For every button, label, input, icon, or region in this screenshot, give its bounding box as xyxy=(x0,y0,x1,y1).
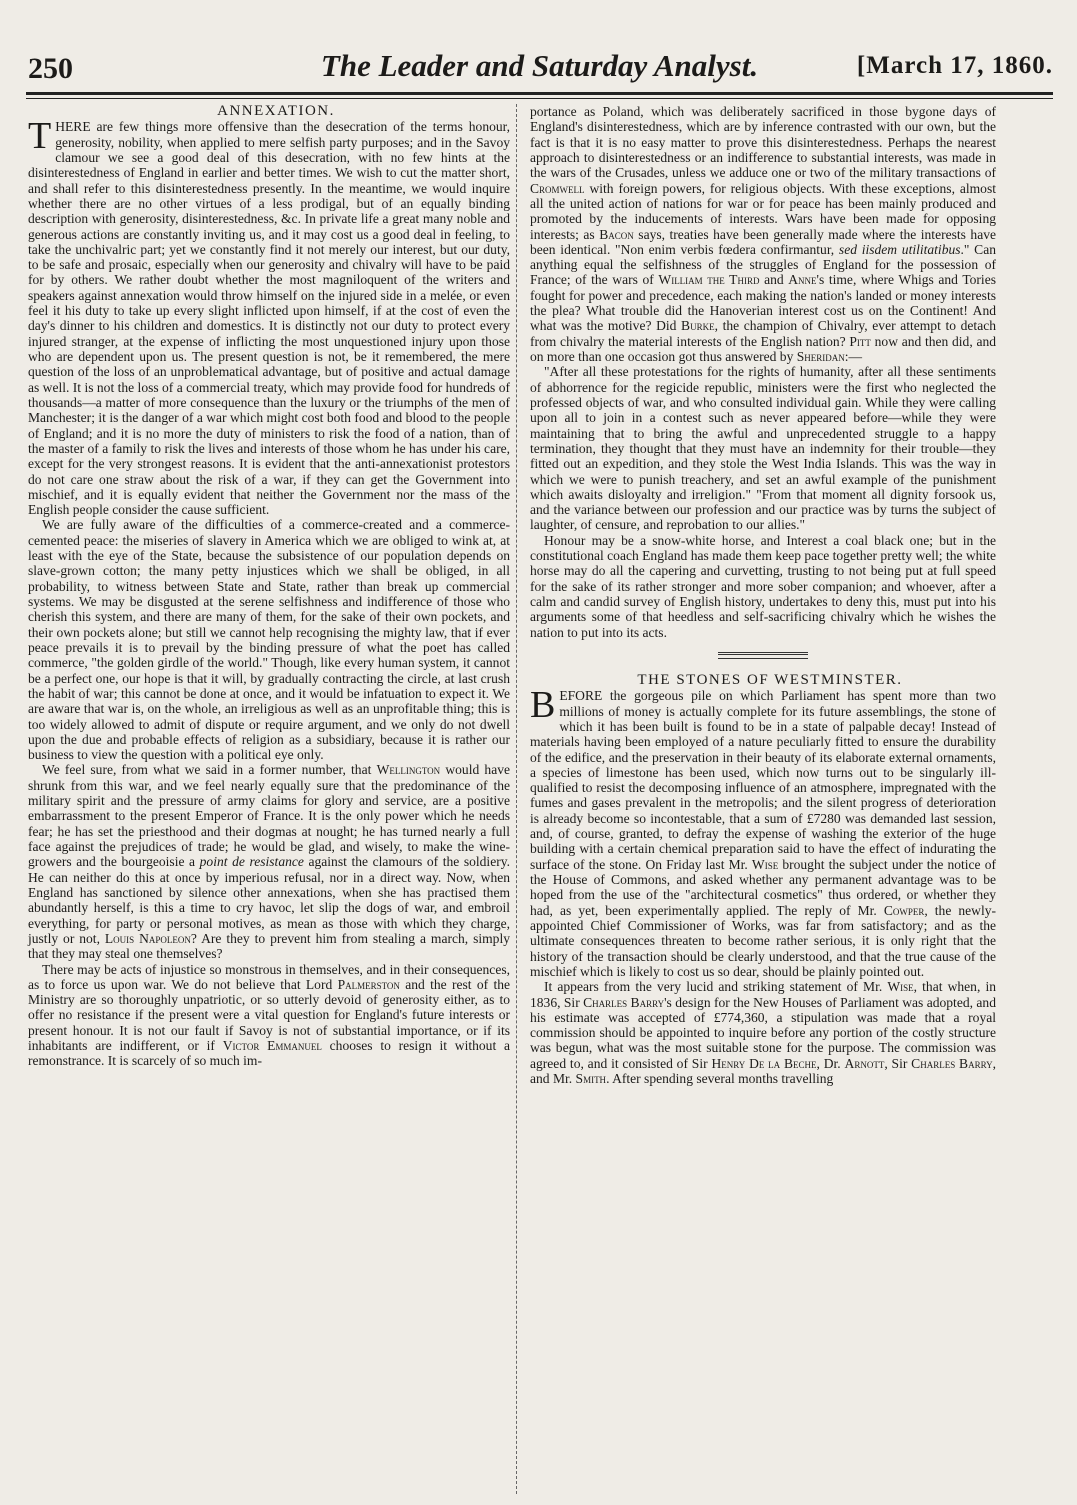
drop-cap: T xyxy=(28,115,52,158)
article-heading-annexation: ANNEXATION. xyxy=(217,103,335,119)
annexation-continuation: portance as Poland, which was deliberately sacrificed in those bygone days of England's disinterestedness, which are by inference contrasted with our own, but the fact is that it is no easy matter to prove this disinterestedness. Perhaps the nearest approach to disinterestedness or an indifference to substantial interests, was made in the wars of the Crusades, unless we adduce one or two of the military transactions of Cromwell with foreign powers, for religious objects. With these exceptions, almost all the united action of nations for war or for peace has been mainly produced and promoted by the inducements of interests. Wars have been made for opposing interests; as Bacon says, treaties have been generally made where the interests have been identical. "Non enim verbis fœdera confirmantur, sed iisdem utilitatibus." Can anything equal the selfishness of the struggles of England for the possession of France; of the wars of William the Third and Anne's time, where Whigs and Tories fought for power and precedence, each making the nation's landed or money interests the plea? What trouble did the Hanoverian interest cost us on the Continent! And what was the motive? Did Burke, the champion of Chivalry, ever attempt to detach from chivalry the material interests of the English nation? Pitt now and then did, and on more than one occasion got thus answered by Sheridan:— xyxy=(530,104,997,364)
page-header xyxy=(26,48,1053,92)
header-rule-thick xyxy=(26,92,1053,95)
sheridan-quote: "After all these protestations for the rights of humanity, after all these sentiments of abhorrence for the regicide republic, ministers were the first who neglected the professed objects of war, and who consulted individual gain. While they were calling upon all to join in a contest such as never appeared before—while they were maintaining that to bring the awful and unprecedented struggle to a happy termination, they thought that they must have an indemnity for their trouble—they fitted out an expedition, and they stole the West India Islands. This was the way in which we were to punish treachery, and set an awful example of the punishment which awaits disloyalty and irreligion." "From that moment all dignity forsook us, and the variance between our profession and our practice was by turns the subject of laughter, of censure, and reprobation to our allies." xyxy=(530,364,996,533)
header-rule-thin xyxy=(26,98,1053,99)
article-separator xyxy=(718,652,808,659)
drop-cap: B xyxy=(530,684,556,727)
issue-date: [March 17, 1860. xyxy=(856,52,1053,79)
page-number: 250 xyxy=(28,52,73,85)
annexation-closing-paragraph: Honour may be a snow-white horse, and Interest a coal black one; but in the constitutional coach England has made them keep pace together pretty well; the white horse may do all the capering and curvetting, trusting to not being put at full speed for the sake of its rather stronger and more sober companion; and whoever, after a calm and candid survey of English history, undertakes to deny this, must put into his arguments some of that heedless and self-sacrificing chivalry which he wishes the nation to put into its acts. xyxy=(530,532,996,640)
publication-title: The Leader and Saturday Analyst. xyxy=(320,48,759,83)
annexation-paragraph-2: We are fully aware of the difficulties of a commerce-created and a commerce-cemented peace: the miseries of slavery in America which we are obliged to wink at, at least with the eye of the State, because the subsistence of our population depends on slave-grown cotton; the many petty injustices which we shall be obliged, in all probability, to witness between State and State, rather than break up commercial systems. We may be disgusted at the serene selfishness and indifference of those who cherish this system, and there are many of them, for the sake of their own pockets, and their own pockets alone; but still we cannot help recognising the mighty law, that if ever peace prevails it is to prevail by the binding pressure of what the poet has called commerce, "the golden girdle of the world." Though, like every human system, it cannot be a perfect one, our hope is that it will, by gradually contracting the circle, at last crush the habit of war; this cannot be done at once, and it would be infatuation to expect it. We are aware that war is, on the whole, an irreligious as well as an unprofitable thing; this is too widely allowed to admit of dispute or require argument, and we only do not dwell upon the due and probable effects of religion as a subsidiary, because it is rather our business to view the question with a political eye only. xyxy=(28,517,510,763)
westminster-paragraph-1: BEFORE the gorgeous pile on which Parliament has spent more than two millions of money is actually complete for its future assemblings, the stone of which it has been built is found to be in a state of palpable decay! Instead of materials having been employed of a nature peculiarly fitted to ensure the durability of the edifice, and the preservation in their beauty of its elaborate external ornaments, a species of limestone has been used, which now turns out to be singularly ill-qualified to resist the decomposing influence of an atmosphere, impregnated with the fumes and gases prevalent in the metropolis; and the silent progress of deterioration is already become so incontestable, that a sum of £7280 was demanded last session, and, of course, granted, to defray the expense of washing the exterior of the huge building with a certain chemical preparation said to have the effect of indurating the surface of the stone. On Friday last Mr. Wise brought the subject under the notice of the House of Commons, and asked whether any permanent advantage was to be hoped from the use of the "architectural cosmetics" thus ordered, or whether they had, as yet, been experimentally applied. The reply of Mr. Cowper, the newly-appointed Chief Commissioner of Works, was far from satisfactory; and as the ultimate consequences threaten to become rather serious, it is only right that the history of the transaction should be clearly understood, and that the true cause of the mischief which is likely to cost us so dear, should be plainly pointed out. xyxy=(530,684,996,979)
column-divider xyxy=(516,104,517,1494)
right-column xyxy=(530,104,996,1086)
westminster-paragraph-2: It appears from the very lucid and striking statement of Mr. Wise, that when, in 1836, Sir Charles Barry's design for the New Houses of Parliament was adopted, and his estimate was accepted of £774,360, a stipulation was made that a royal commission should be appointed to inquire before any portion of the costly structure was begun, what was the most suitable stone for the purpose. The commission was agreed to, and it consisted of Sir Henry De la Beche, Dr. Arnott, Sir Charles Barry, and Mr. Smith. After spending several months travelling xyxy=(530,979,996,1087)
article-heading-westminster: THE STONES OF WESTMINSTER. xyxy=(637,671,903,688)
annexation-paragraph-1: THERE are few things more offensive than the desecration of the terms honour, generosity, nobility, when applied to mere selfish party purposes; and in the Savoy clamour we see a good deal of this desecration, with no few hints at the disinterestedness of England in earlier and better times. We wish to cut the matter short, and shall refer to this disinterestedness presently. In the meantime, we would inquire whether there are no other virtues of a less prodigal, but of an equally binding description with generosity, disinterestedness, &c. In private life a great many noble and generous actions are constantly inviting us, and it may cost us a good deal in feeling, to take the unchivalric part; yet we constantly find it not merely our interest, but our duty, to be safe and prosaic, especially when our generosity and chivalry will have to be paid for by others. We rather doubt whether the most magniloquent of the writers and speakers against annexation would throw himself on the injured side in a melée, or even feel it his duty to take up every slight inflicted upon himself, if at the cost of even the day's dinner to his children and domestics. It is distinctly not our duty to protect every injured stranger, at the expense of inflicting the most unquestioned injury upon those who are dependent upon us. The present question is not, be it remembered, the mere question of the loss of an unproblematical advantage, but of positive and actual damage as well. It is not the loss of a commercial treaty, which may provide food for hundreds of thousands—a matter of more consequence than the luxury or the triumphs of the men of Manchester; it is the danger of a war which might cost both food and blood to the people of England; and it is no more the duty of ministers to risk the food of a nation, than of the master of a family to risk the lives and interests of those whom he has under his care, except for the very strongest reasons. It is evident that the anti-annexationist protestors do not care one straw about the risk of a war, if they can get the Government into mischief, and it is equally evident that neither the Government nor the mass of the English people consider the cause sufficient. xyxy=(28,115,510,518)
left-column xyxy=(28,104,510,1069)
annexation-paragraph-3: We feel sure, from what we said in a former number, that Wellington would have shrunk from this war, and we feel nearly equally sure that the predominance of the military spirit and the pressure of army claims for glory and service, are a positive embarrassment to the present Emperor of France. It is the only power which he needs fear; he has set the priesthood and their dogmas at nought; he has turned nearly a full face against the prejudices of trade; he would be glad, and wisely, to make the wine-growers and the bourgeoisie a point de resistance against the clamours of the soldiery. He can neither do this at once by imperious refusal, nor in a direct way. Now, when England has sanctioned by silence other annexations, when she has practised them abundantly herself, is this a time to cry havoc, let slip the dogs of war, and embroil everything, for party or personal motives, as mean as those with which they charge, justly or not, Louis Napoleon? Are they to prevent him from stealing a march, simply that they may steal one themselves? xyxy=(28,762,511,962)
annexation-paragraph-4: There may be acts of injustice so monstrous in themselves, and in their consequences, as to force us upon war. We do not believe that Lord Palmerston and the rest of the Ministry are so thoroughly unpatriotic, or so utterly devoid of generosity either, as to offer no resistance if the present were a vital question for England's future interests or present honour. It is not our fault if Savoy is not of substantial importance, or if its inhabitants are indifferent, or if Victor Emmanuel chooses to resign it without a remonstrance. It is scarcely of so much im- xyxy=(28,961,510,1069)
